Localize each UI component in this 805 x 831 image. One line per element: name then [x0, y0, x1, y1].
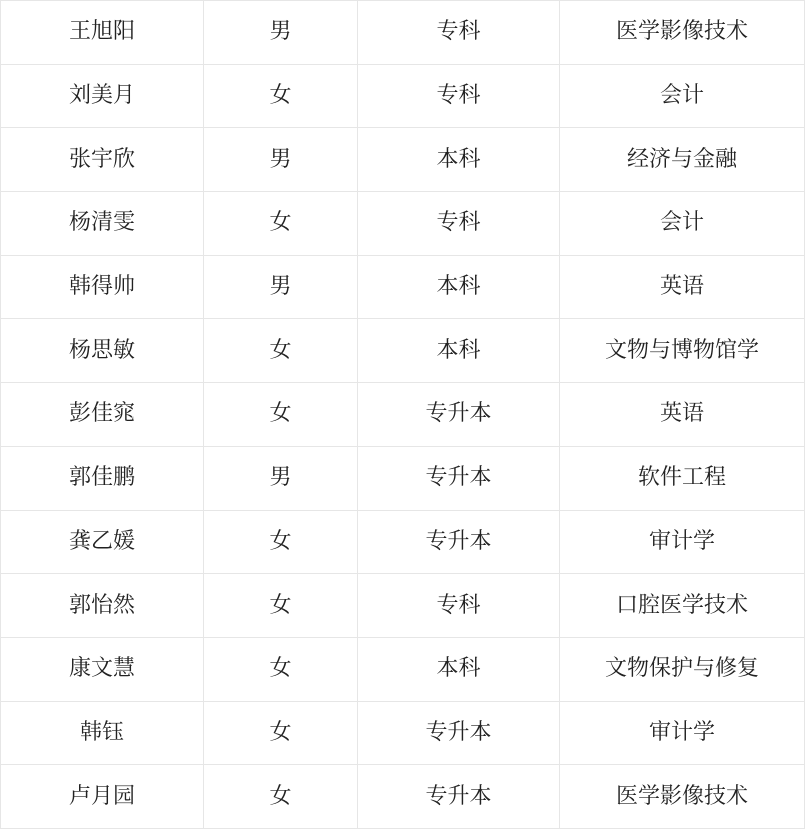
name-cell: 杨思敏 [1, 319, 204, 383]
table-row [1, 701, 805, 765]
gender-cell: 男 [204, 128, 358, 192]
gender-cell: 女 [204, 637, 358, 701]
gender-cell: 女 [204, 765, 358, 829]
education-cell: 本科 [358, 255, 560, 319]
gender-cell: 女 [204, 701, 358, 765]
major-cell: 医学影像技术 [560, 1, 805, 65]
name-cell: 韩得帅 [1, 255, 204, 319]
table-row [1, 574, 805, 638]
education-cell: 专升本 [358, 446, 560, 510]
gender-cell: 女 [204, 574, 358, 638]
education-cell: 专升本 [358, 765, 560, 829]
name-cell: 彭佳窕 [1, 383, 204, 447]
education-cell: 专科 [358, 1, 560, 65]
education-cell: 专升本 [358, 510, 560, 574]
major-cell: 审计学 [560, 510, 805, 574]
table-row [1, 319, 805, 383]
table-row [1, 128, 805, 192]
name-cell: 郭怡然 [1, 574, 204, 638]
table-row [1, 1, 805, 65]
education-cell: 本科 [358, 637, 560, 701]
education-cell: 本科 [358, 319, 560, 383]
name-cell: 卢月园 [1, 765, 204, 829]
name-cell: 郭佳鹏 [1, 446, 204, 510]
name-cell: 杨清雯 [1, 192, 204, 256]
name-cell: 王旭阳 [1, 1, 204, 65]
education-cell: 专科 [358, 192, 560, 256]
major-cell: 软件工程 [560, 446, 805, 510]
table-row [1, 64, 805, 128]
major-cell: 医学影像技术 [560, 765, 805, 829]
table-row [1, 637, 805, 701]
table-row [1, 765, 805, 829]
gender-cell: 男 [204, 1, 358, 65]
major-cell: 会计 [560, 192, 805, 256]
gender-cell: 女 [204, 383, 358, 447]
table-row [1, 383, 805, 447]
major-cell: 文物保护与修复 [560, 637, 805, 701]
gender-cell: 男 [204, 446, 358, 510]
gender-cell: 女 [204, 192, 358, 256]
table-row [1, 255, 805, 319]
major-cell: 经济与金融 [560, 128, 805, 192]
education-cell: 专升本 [358, 701, 560, 765]
major-cell: 审计学 [560, 701, 805, 765]
student-table-body [1, 1, 805, 829]
education-cell: 专科 [358, 64, 560, 128]
major-cell: 口腔医学技术 [560, 574, 805, 638]
name-cell: 张宇欣 [1, 128, 204, 192]
education-cell: 专升本 [358, 383, 560, 447]
name-cell: 刘美月 [1, 64, 204, 128]
name-cell: 康文慧 [1, 637, 204, 701]
major-cell: 英语 [560, 383, 805, 447]
education-cell: 本科 [358, 128, 560, 192]
gender-cell: 男 [204, 255, 358, 319]
name-cell: 龚乙媛 [1, 510, 204, 574]
table-row [1, 446, 805, 510]
major-cell: 会计 [560, 64, 805, 128]
gender-cell: 女 [204, 510, 358, 574]
education-cell: 专科 [358, 574, 560, 638]
major-cell: 文物与博物馆学 [560, 319, 805, 383]
table-row [1, 192, 805, 256]
table-row [1, 510, 805, 574]
gender-cell: 女 [204, 319, 358, 383]
gender-cell: 女 [204, 64, 358, 128]
name-cell: 韩钰 [1, 701, 204, 765]
major-cell: 英语 [560, 255, 805, 319]
